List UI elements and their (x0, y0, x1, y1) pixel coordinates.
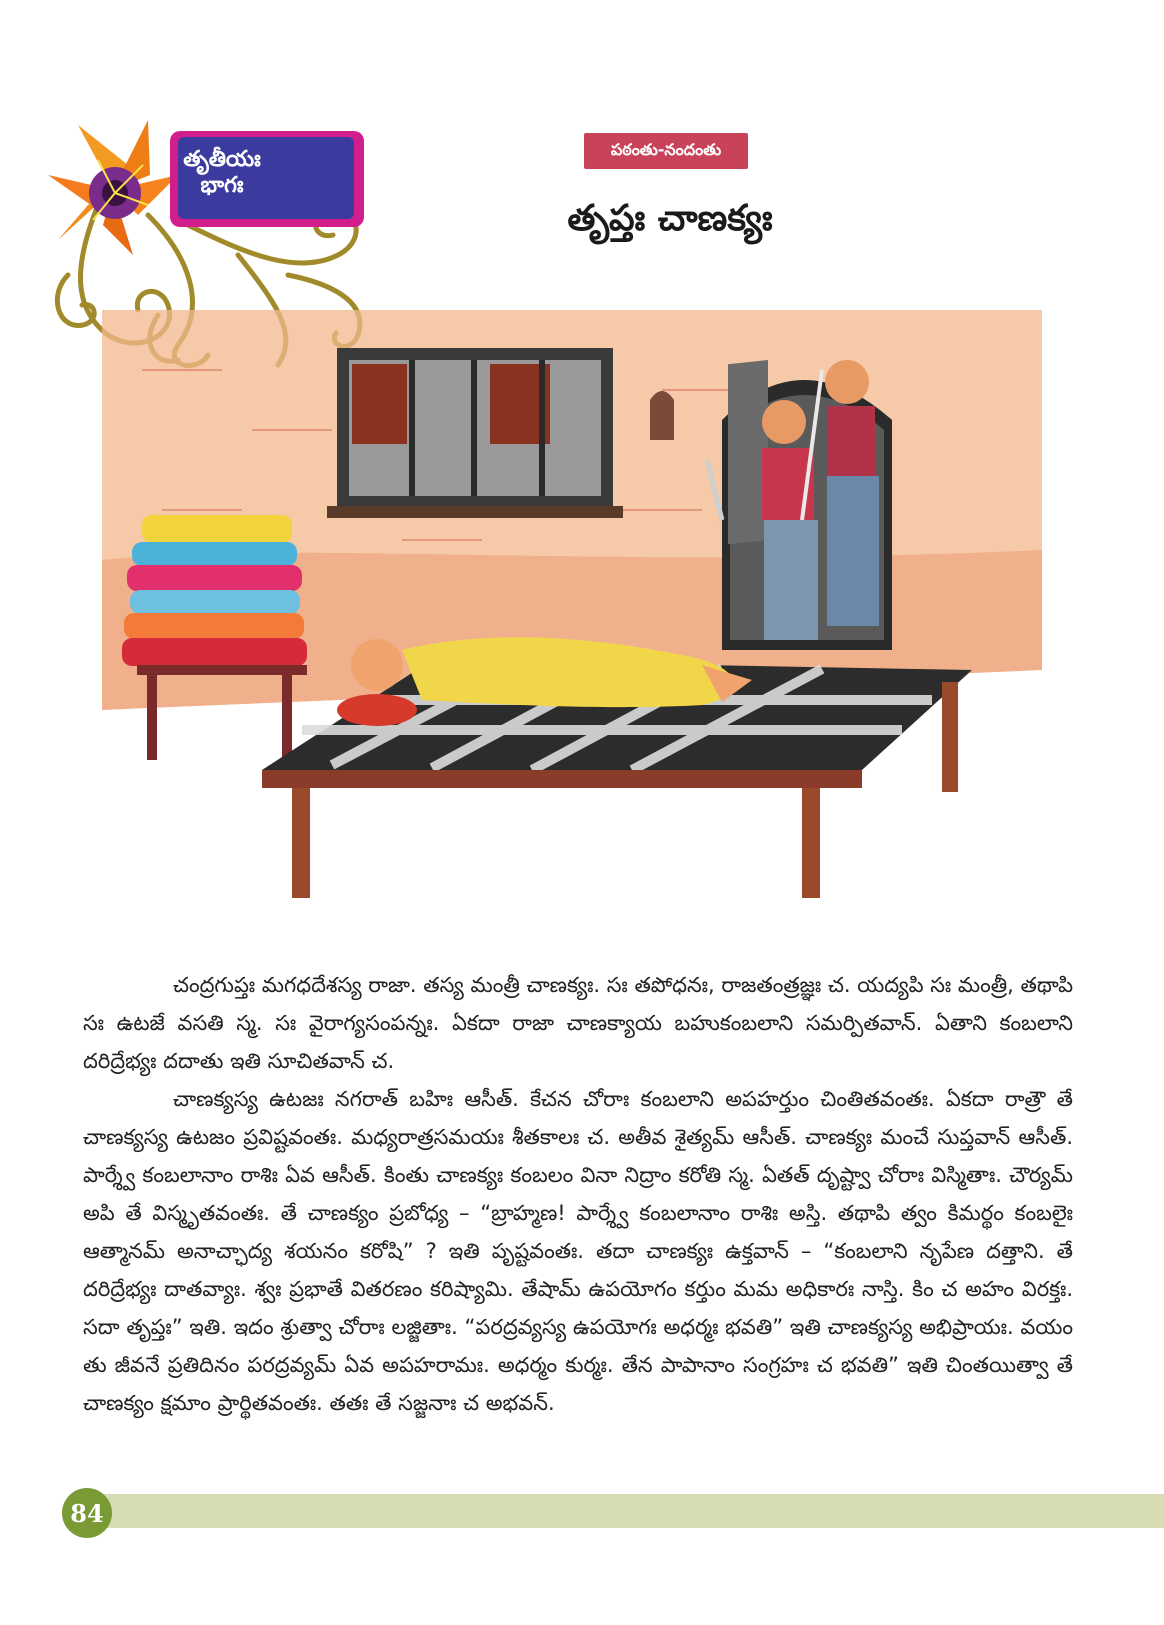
paragraph-2: చాణక్యస్య ఉటజః నగరాత్ బహిః ఆసీత్. కేచన చోరాః కంబలాని అపహర్తుం చింతితవంతః. ఏకదా రాత్రౌ తే చాణక్యస్య ఉటజం ప్రవిష్టవంతః. మధ్యరాత్రసమయః శీతకాలః చ. అతీవ శైత్యమ్ ఆసీత్. చాణక్యః మంచే సుప్తవాన్ ఆసీత్. పార్శ్వే కంబలానాం రాశిః ఏవ ఆసీత్. కింతు చాణక్యః కంబలం వినా నిద్రాం కరోతి స్మ. ఏతత్ దృష్ట్వా చోరాః విస్మితాః. చౌర్యమ్ అపి తే విస్మృతవంతః. తే చాణక్యం ప్రబోధ్య – “బ్రాహ్మణ! పార్శ్వే కంబలానాం రాశిః అస్తి. తథాపి త్వం కిమర్థం కంబలైః ఆత్మానమ్ అనాచ్ఛాద్య శయనం కరోషి” ? ఇతి పృష్టవంతః. తదా చాణక్యః ఉక్తవాన్ – “కంబలాని నృపేణ దత్తాని. తే దరిద్రేభ్యః దాతవ్యాః. శ్వః ప్రభాతే వితరణం కరిష్యామి. తేషామ్ ఉపయోగం కర్తుం మమ అధికారః నాస్తి. కిం చ అహం విరక్తః. సదా తృప్తః” ఇతి. ఇదం శ్రుత్వా చోరాః లజ్జితాః. “పరద్రవ్యస్య ఉపయోగః అధర్మః భవతి” ఇతి చాణక్యస్య అభిప్రాయః. వయం తు జీవనే ప్రతిదినం పరద్రవ్యమ్ ఏవ అపహరామః. అధర్మం కుర్మః. తేన పాపానాం సంగ్రహః చ భవతి” ఇతి చింతయిత్వా తే చాణక్యం క్షమాం ప్రార్థితవంతః. తతః తే సజ్జనాః చ అభవన్. (83, 1087, 1073, 1415)
paragraph-1: చంద్రగుప్తః మగధదేశస్య రాజా. తస్య మంత్రీ చాణక్యః. సః తపోధనః, రాజతంత్రజ్ఞః చ. యద్యపి సః మంత్రీ, తథాపి సః ఉటజే వసతి స్మ. సః వైరాగ్యసంపన్నః. ఏకదా రాజా చాణక్యాయ బహుకంబలాని సమర్పితవాన్. ఏతాని కంబలాని దరిద్రేభ్యః దదాతు ఇతి సూచితవాన్ చ. (83, 973, 1073, 1073)
lesson-title: తృప్తః చాణక్యః (567, 198, 773, 239)
section-label-line1: తృతీయః (183, 147, 261, 172)
page-number: 84 (62, 1488, 112, 1538)
story-illustration (102, 310, 1042, 910)
sleeping-chanakya-thieves-illustration (102, 310, 1042, 910)
series-tag: పఠంతు-నందంతు (584, 133, 748, 169)
story-text (83, 966, 1073, 1422)
section-label (138, 135, 306, 211)
section-label-line2: భాగః (200, 173, 244, 198)
footer-bar (92, 1494, 1164, 1528)
